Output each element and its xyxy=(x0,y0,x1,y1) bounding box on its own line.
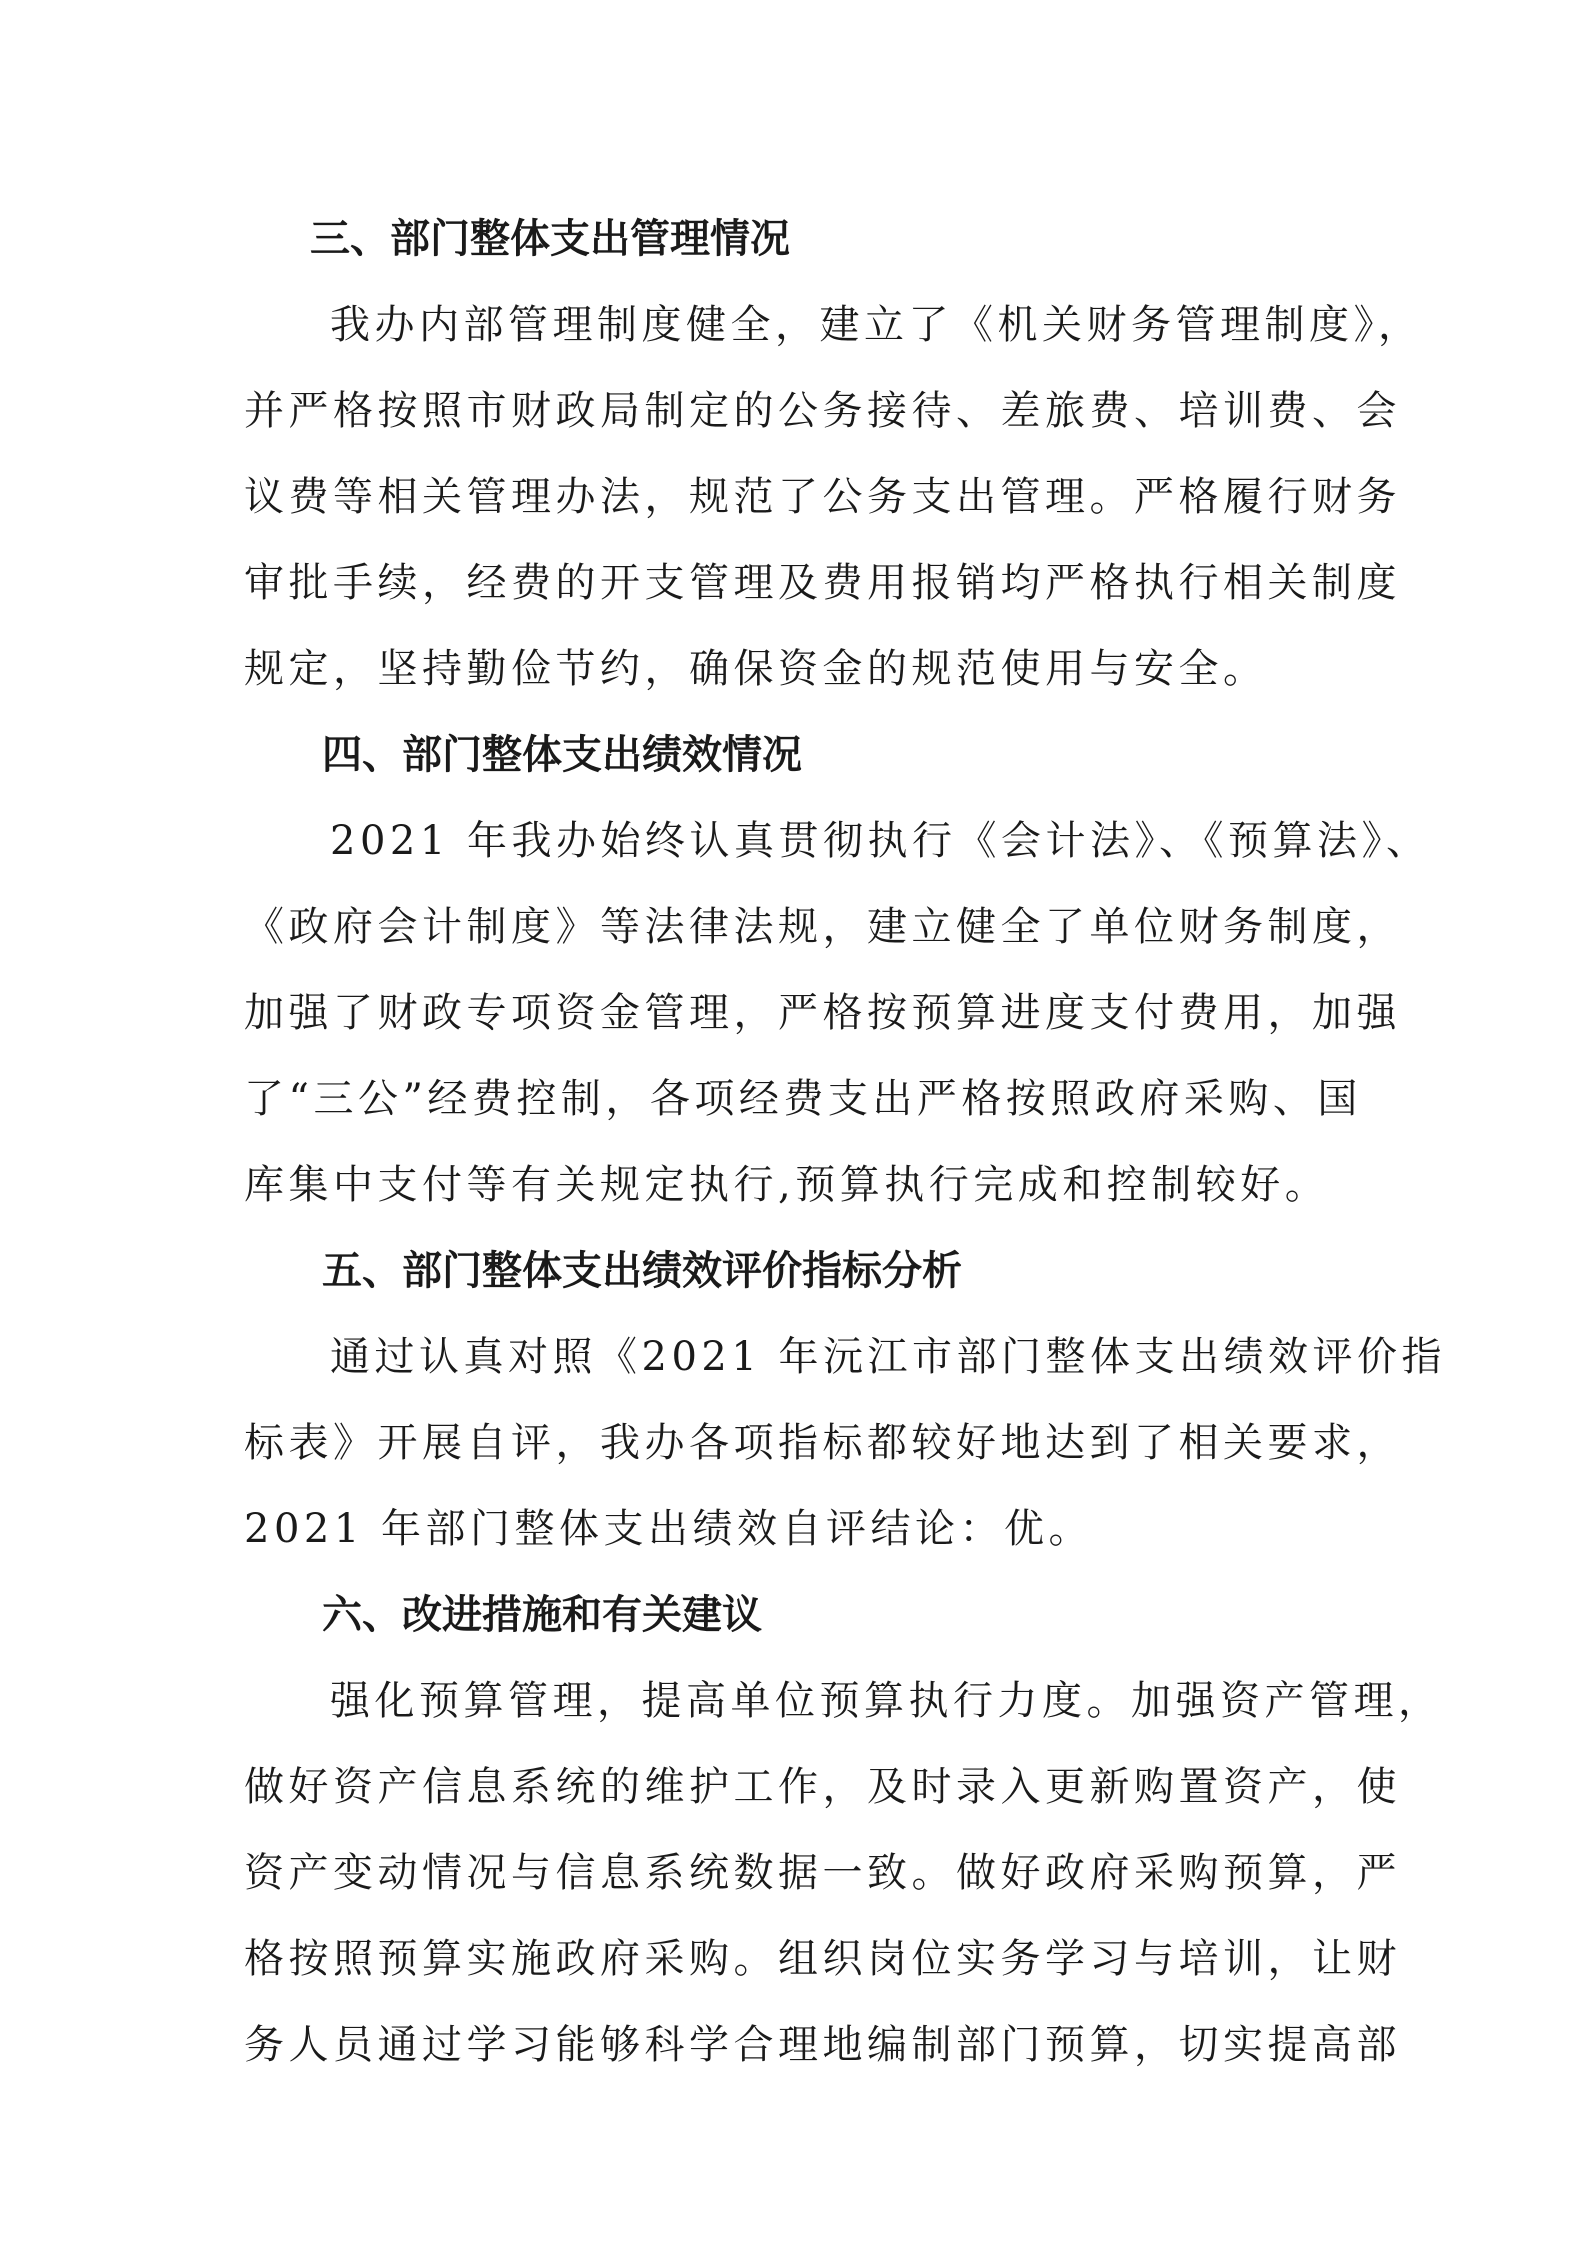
paragraph-line: 2021 年我办始终认真贯彻执行《会计法》、《预算法》、 xyxy=(330,818,1431,864)
paragraph-line: 规定，坚持勤俭节约，确保资金的规范使用与安全。 xyxy=(244,646,1268,692)
paragraph-line: 务人员通过学习能够科学合理地编制部门预算，切实提高部 xyxy=(244,2022,1401,2068)
document-body xyxy=(244,196,1447,2088)
paragraph-line: 了“三公”经费控制，各项经费支出严格按照政府采购、国 xyxy=(244,1076,1362,1122)
paragraph-line: 强化预算管理，提高单位预算执行力度。加强资产管理， xyxy=(330,1678,1443,1724)
paragraph-line: 通过认真对照《2021 年沅江市部门整体支出绩效评价指 xyxy=(330,1334,1447,1380)
section-heading-performance: 四、部门整体支出绩效情况 xyxy=(322,732,802,778)
section-heading-management: 三、部门整体支出管理情况 xyxy=(310,216,790,262)
section-heading-evaluation: 五、部门整体支出绩效评价指标分析 xyxy=(322,1248,962,1294)
paragraph-line: 我办内部管理制度健全，建立了《机关财务管理制度》， xyxy=(330,302,1423,348)
paragraph-line: 并严格按照市财政局制定的公务接待、差旅费、培训费、会 xyxy=(244,388,1401,434)
section-paragraph-evaluation xyxy=(244,1314,1447,1572)
paragraph-line: 《政府会计制度》等法律法规，建立健全了单位财务制度， xyxy=(244,904,1401,950)
paragraph-line: 2021 年部门整体支出绩效自评结论：优。 xyxy=(244,1506,1094,1552)
paragraph-line: 格按照预算实施政府采购。组织岗位实务学习与培训，让财 xyxy=(244,1936,1401,1982)
paragraph-line: 资产变动情况与信息系统数据一致。做好政府采购预算，严 xyxy=(244,1850,1401,1896)
section-heading-improvement: 六、改进措施和有关建议 xyxy=(322,1592,762,1638)
paragraph-line: 库集中支付等有关规定执行,预算执行完成和控制较好。 xyxy=(244,1162,1330,1208)
paragraph-line: 做好资产信息系统的维护工作，及时录入更新购置资产，使 xyxy=(244,1764,1401,1810)
section-paragraph-management xyxy=(244,282,1423,712)
paragraph-line: 加强了财政专项资金管理，严格按预算进度支付费用，加强 xyxy=(244,990,1401,1036)
paragraph-line: 议费等相关管理办法，规范了公务支出管理。严格履行财务 xyxy=(244,474,1401,520)
section-paragraph-performance xyxy=(244,798,1431,1228)
section-paragraph-improvement xyxy=(244,1658,1443,2088)
paragraph-line: 审批手续，经费的开支管理及费用报销均严格执行相关制度 xyxy=(244,560,1401,606)
paragraph-line: 标表》开展自评，我办各项指标都较好地达到了相关要求， xyxy=(244,1420,1401,1466)
